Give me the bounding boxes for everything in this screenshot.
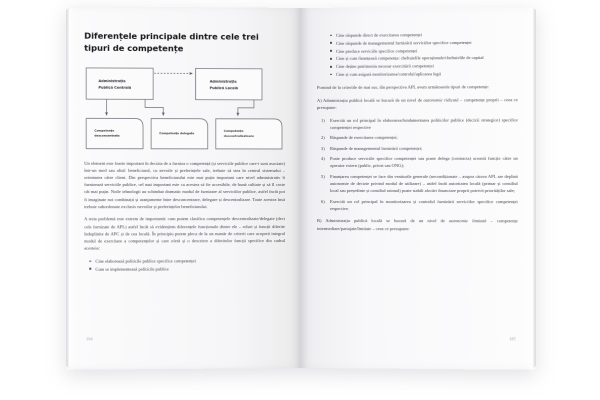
list-item-text: Poate produce serviciile specifice competenței sau poate delega (contracta) această funcție către un operator extern (public, privat sau ONG); — [330, 155, 518, 169]
diagram-arrow-apc-delegate — [145, 99, 163, 115]
list-item: Cine răspunde direct de exercitarea competenței — [325, 31, 518, 39]
diagram-arrow-apl-descentralizate — [238, 99, 254, 115]
list-item-text: Răspunde de exercitarea competenței; — [330, 135, 398, 141]
list-item-text: Finanțarea competenței se face din veniturile generale (necondiționate – asupra cărora APL are deplină autonomie de decizie privind modul de utilizare) – astfel încât autoritatea locală (primar și consiliul local sau președinte și consiliul raional) poate stabili alocări financiare proprii potrivit priorităților sale; — [330, 173, 518, 194]
page-left — [66, 6, 301, 370]
section-b-label: B) Administrația publică locală se bucură de un nivel de — [316, 218, 450, 224]
list-item: Cine deține patrimoniu necesar exercitării competenței — [325, 62, 518, 70]
open-book — [68, 8, 534, 368]
list-item — [317, 155, 518, 170]
list-item: Cine răspunde de managementul furnizării serviciilor specifice competenței — [325, 38, 518, 46]
list-item-text: Exercită un rol principal în monitorizarea și controlul furnizării serviciilor specifice competenței respective. — [330, 198, 518, 211]
section-a-label: A) Administrația publică locală se bucură de un nivel de — [316, 97, 424, 103]
list-item: Cine produce serviciile specifice competenței — [325, 46, 518, 54]
list-item: Cine elaborează politicile publice specifice competenței — [84, 257, 285, 265]
section-a-rest: – competențe proprii – ceea ce presupune: — [316, 97, 518, 111]
paragraph-intro-types: Pornind de la criteriile de mai sus, din perspectiva APL avem următoarele tipuri de competențe: — [316, 83, 490, 90]
diagram-node-desconcentrate-line2: desconcentrate — [94, 133, 120, 138]
diagram-node-apc-line1: Administrația — [98, 78, 126, 83]
page-title: Diferențele principale dintre cele trei tipuri de competențe — [84, 30, 259, 54]
list-item-text: Răspunde de managementul furnizării competenței; — [330, 145, 423, 151]
section-b-rest: – competențe intermediare/partajate/limitate – ceea ce presupune: — [316, 218, 518, 231]
list-item: Cum se implementează politicile publice — [84, 265, 285, 273]
diagram-node-apl-line2: Publică Locală — [209, 85, 238, 90]
section-b-heading — [317, 217, 518, 232]
section-a-numbered-list — [317, 116, 518, 212]
paragraph-third-problem: A treia problemă este extrem de importantă: cum putem clasifica competențele descentralizate/delegate (deci cele furnizate de APL) astfel încât să evidențiem diferențele funcționale dintre ele – roluri și funcții diferite îndeplinite de APC și de cea locală. În principiu putem pleca de la un număr de criterii care acoperă integral modul de exercitare a competențelor și care oferă și o descriere a diferitelor funcții specifice din cadrul acesteia: — [84, 216, 286, 251]
left-page-criteria-list — [84, 257, 285, 273]
diagram-node-apl-line1: Administrația — [209, 79, 237, 84]
list-item-number: 4) — [321, 156, 325, 162]
list-item-text: Exercită un rol principal în elaborarea/fundamentarea politicilor publice (decizii strategice) specifice competenței respective — [330, 117, 518, 130]
diagram-node-desconcentrate-line1: Competențe — [94, 128, 115, 133]
list-item-number: 2) — [321, 135, 325, 141]
list-item — [317, 198, 518, 213]
diagram-node-descentralizate-line1: Competențe — [223, 128, 244, 133]
list-item — [317, 173, 518, 195]
list-item-number: 1) — [321, 117, 325, 123]
list-item-number: 6) — [321, 198, 325, 204]
page-number-left: 104 — [86, 337, 93, 342]
list-item: Cine și cum finanțează competența: cheltuielile operaționale/cheltuielile de capital — [325, 54, 518, 62]
section-b-italic: autonomie limitată — [449, 218, 487, 224]
section-a-italic: autonomie ridicată — [423, 97, 459, 103]
list-item-number: 3) — [321, 145, 325, 151]
list-item — [317, 134, 518, 142]
diagram-node-apc — [86, 67, 153, 99]
diagram-node-apc-line2: Publică Centrală — [98, 85, 132, 90]
competence-types-diagram — [84, 63, 284, 150]
diagram-node-descentralizate-line2: descentralizatoare — [223, 133, 255, 138]
diagram-node-apl — [196, 68, 262, 99]
list-item: Cine și cum asigură monitorizarea/controlul/aplicarea legii — [325, 70, 518, 78]
diagram-node-delegate-line1: Competențe delegate — [159, 130, 195, 135]
right-page-criteria-list — [317, 31, 518, 79]
list-item — [317, 144, 518, 152]
list-item — [317, 116, 518, 131]
list-item-number: 5) — [321, 173, 325, 179]
page-number-right: 105 — [509, 337, 516, 342]
section-a-heading — [317, 96, 518, 111]
page-right — [301, 6, 536, 370]
paragraph-beneficiary: Un element este foarte important în decizia de a furniza o competență (și serviciile publice care-i sunt asociate) într-un mod sau altul: beneficiarul, cu nevoile și preferințele sale, trebuie să stea în centrul sistemului – orientarea către client. Din perspectiva beneficiarului este mai puțin important care nivel administrativ îi furnizează serviciile publice, cel mai important este ca acestea să fie accesibile, de bună calitate și să îl coste cât mai puțin. Noile tehnologii au schimbat dramatic modul de furnizare al serviciilor publice, astfel încât pot fi imaginate noi combinații și aranjamente între desconcentrare, delegare și descentralizare. Toate acestea însă trebuie subordonate exclusiv nevoilor și preferințelor beneficiarului. — [84, 160, 286, 209]
